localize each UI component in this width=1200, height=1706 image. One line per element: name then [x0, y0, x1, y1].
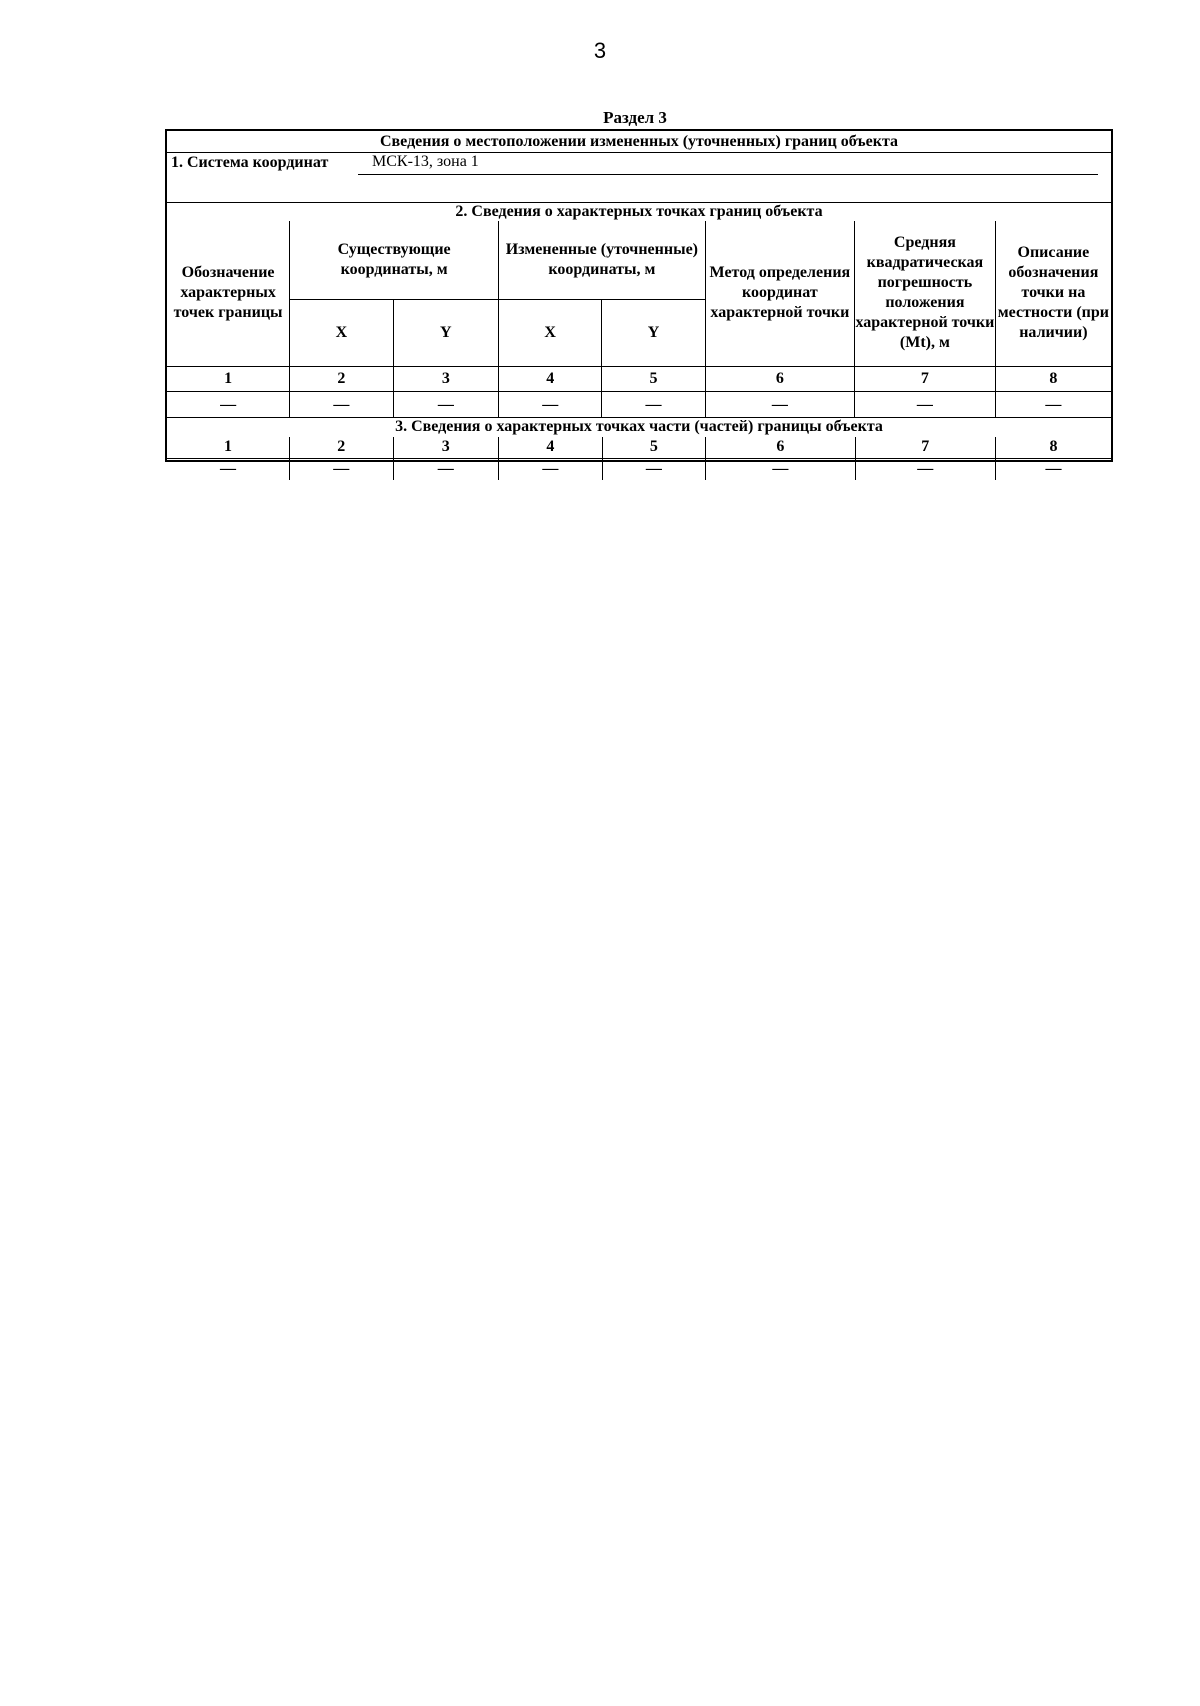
column-number-row	[167, 437, 1111, 458]
subsection3-title: 3. Сведения о характерных точках части (частей) границы объекта	[395, 418, 883, 435]
table-cell: —	[393, 392, 498, 417]
coordinate-system-value: МСК-13, зона 1	[372, 153, 479, 170]
column-number: 4	[499, 437, 603, 458]
header-method: Метод определения координат характерной точки	[705, 221, 854, 366]
column-number: 8	[995, 437, 1111, 458]
coordinate-system-underline	[358, 174, 1098, 175]
section-title: Раздел 3	[603, 108, 667, 127]
table-title: Сведения о местоположении измененных (уточненных) границ объекта	[379, 133, 898, 150]
header-existing-coordinates: Существующие координаты, м	[290, 221, 499, 299]
table-cell: —	[855, 458, 995, 480]
column-number: 1	[167, 437, 289, 458]
table-cell: —	[602, 392, 705, 417]
table-cell: —	[393, 458, 499, 480]
coordinate-system-label: 1. Система координат	[171, 154, 329, 171]
column-number: 5	[602, 366, 705, 391]
column-number: 2	[289, 437, 393, 458]
table-cell: —	[290, 392, 393, 417]
table-cell: —	[855, 392, 996, 417]
column-number: 2	[290, 366, 393, 391]
header-mean-error: Средняя квадратическая погрешность положения характерной точки (Mt), м	[855, 221, 996, 366]
column-number: 1	[167, 366, 290, 391]
header-y: Y	[602, 299, 705, 366]
table-cell: —	[705, 392, 854, 417]
header-x: X	[290, 299, 393, 366]
table-row	[167, 458, 1111, 480]
boundary-points-table	[167, 221, 1111, 417]
header-y: Y	[393, 299, 498, 366]
header-point-description: Описание обозначения точки на местности (при наличии)	[995, 221, 1111, 366]
column-number: 4	[499, 366, 602, 391]
column-number: 6	[706, 437, 855, 458]
column-number: 6	[705, 366, 854, 391]
divider	[167, 152, 1111, 153]
table-cell: —	[499, 392, 602, 417]
table-cell: —	[499, 458, 603, 480]
column-number: 5	[602, 437, 706, 458]
header-point-designation: Обозначение характерных точек границы	[167, 221, 290, 366]
table-cell: —	[289, 458, 393, 480]
table-cell: —	[995, 458, 1111, 480]
table-cell: —	[706, 458, 855, 480]
table-cell: —	[167, 392, 290, 417]
page-number: 3	[593, 38, 607, 63]
table-cell: —	[167, 458, 289, 480]
column-number-row	[167, 366, 1111, 391]
table-cell: —	[602, 458, 706, 480]
column-number: 8	[995, 366, 1111, 391]
section-frame	[165, 129, 1113, 478]
column-number: 7	[855, 366, 996, 391]
table-row	[167, 392, 1111, 417]
header-x: X	[499, 299, 602, 366]
column-number: 7	[855, 437, 995, 458]
part-boundary-points-table	[167, 437, 1111, 480]
table-cell: —	[995, 392, 1111, 417]
header-changed-coordinates: Измененные (уточненные) координаты, м	[499, 221, 706, 299]
column-number: 3	[393, 366, 498, 391]
column-number: 3	[393, 437, 499, 458]
subsection2-title: 2. Сведения о характерных точках границ объекта	[455, 203, 823, 220]
